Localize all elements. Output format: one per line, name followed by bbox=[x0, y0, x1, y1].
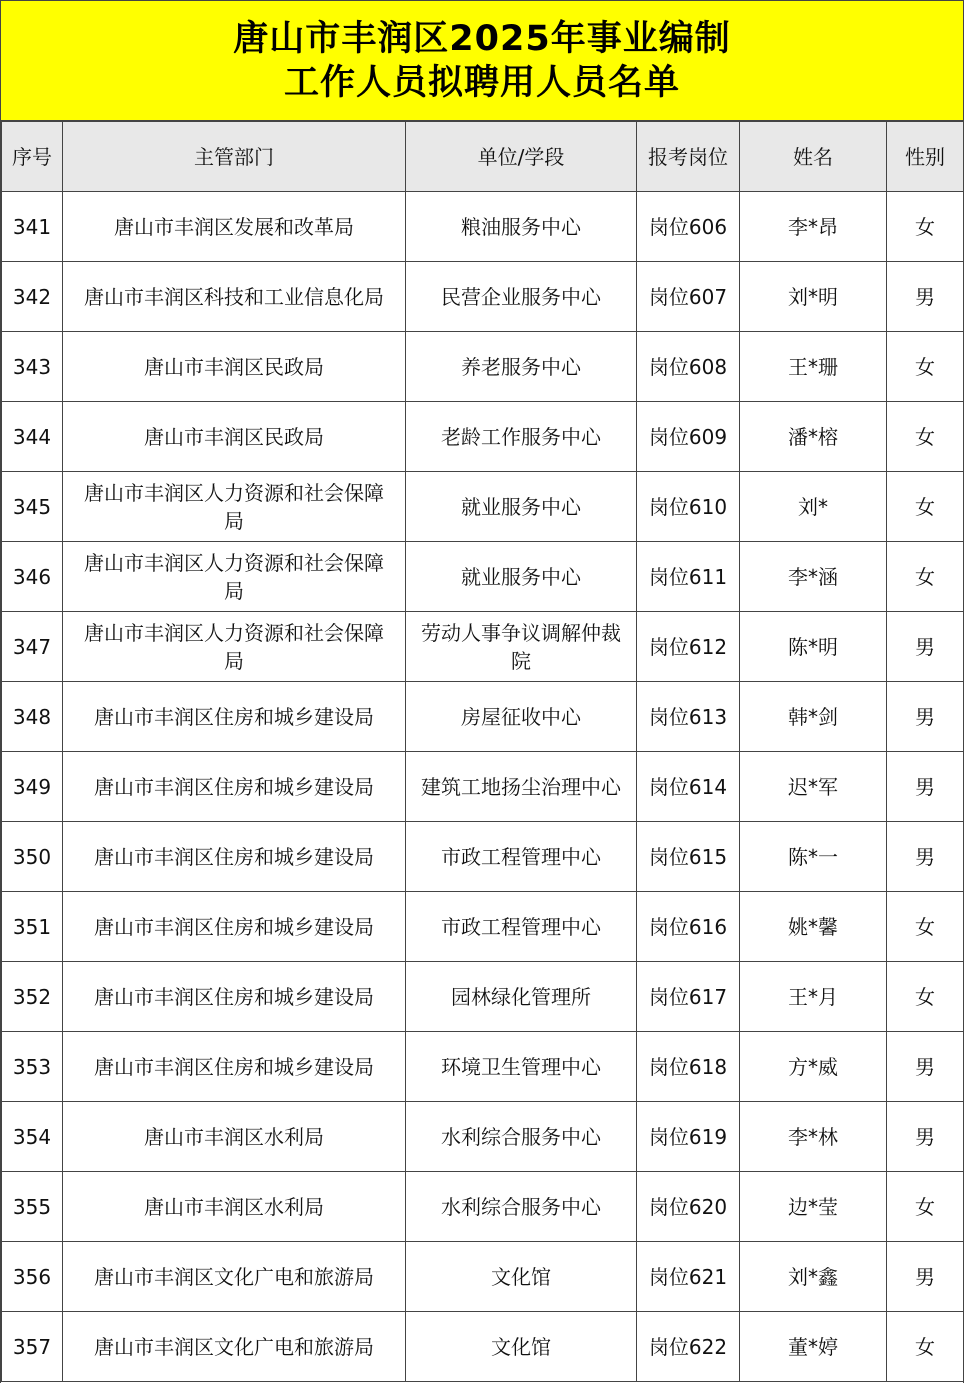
cell-name: 董*婷 bbox=[740, 1312, 887, 1382]
cell-name: 李*昂 bbox=[740, 192, 887, 262]
header-seq: 序号 bbox=[2, 122, 63, 192]
cell-name: 李*涵 bbox=[740, 542, 887, 612]
table-header bbox=[2, 122, 964, 192]
cell-position: 岗位610 bbox=[637, 472, 740, 542]
cell-position: 岗位617 bbox=[637, 962, 740, 1032]
cell-name: 刘* bbox=[740, 472, 887, 542]
table-body bbox=[2, 192, 964, 1382]
table-row bbox=[2, 822, 964, 892]
cell-gender: 男 bbox=[887, 682, 964, 752]
cell-position: 岗位622 bbox=[637, 1312, 740, 1382]
table-row bbox=[2, 402, 964, 472]
cell-gender: 男 bbox=[887, 822, 964, 892]
table-row bbox=[2, 192, 964, 262]
cell-unit: 水利综合服务中心 bbox=[406, 1172, 637, 1242]
cell-name: 韩*剑 bbox=[740, 682, 887, 752]
cell-unit: 就业服务中心 bbox=[406, 542, 637, 612]
cell-department: 唐山市丰润区住房和城乡建设局 bbox=[63, 892, 406, 962]
cell-gender: 男 bbox=[887, 1242, 964, 1312]
cell-unit: 市政工程管理中心 bbox=[406, 892, 637, 962]
cell-gender: 女 bbox=[887, 402, 964, 472]
cell-department: 唐山市丰润区人力资源和社会保障局 bbox=[63, 472, 406, 542]
cell-department: 唐山市丰润区人力资源和社会保障局 bbox=[63, 612, 406, 682]
table-row bbox=[2, 542, 964, 612]
cell-gender: 男 bbox=[887, 752, 964, 822]
cell-position: 岗位618 bbox=[637, 1032, 740, 1102]
cell-seq: 348 bbox=[2, 682, 63, 752]
table-row bbox=[2, 682, 964, 752]
cell-gender: 女 bbox=[887, 1172, 964, 1242]
cell-unit: 房屋征收中心 bbox=[406, 682, 637, 752]
cell-seq: 351 bbox=[2, 892, 63, 962]
cell-seq: 354 bbox=[2, 1102, 63, 1172]
cell-unit: 园林绿化管理所 bbox=[406, 962, 637, 1032]
cell-position: 岗位621 bbox=[637, 1242, 740, 1312]
cell-name: 姚*馨 bbox=[740, 892, 887, 962]
cell-gender: 女 bbox=[887, 542, 964, 612]
cell-unit: 文化馆 bbox=[406, 1242, 637, 1312]
table-row bbox=[2, 962, 964, 1032]
cell-gender: 女 bbox=[887, 332, 964, 402]
cell-seq: 352 bbox=[2, 962, 63, 1032]
cell-name: 王*珊 bbox=[740, 332, 887, 402]
document-title-line-1: 唐山市丰润区2025年事业编制 bbox=[233, 18, 731, 59]
table-header-row bbox=[2, 122, 964, 192]
cell-department: 唐山市丰润区科技和工业信息化局 bbox=[63, 262, 406, 332]
cell-unit: 劳动人事争议调解仲裁院 bbox=[406, 612, 637, 682]
cell-department: 唐山市丰润区文化广电和旅游局 bbox=[63, 1312, 406, 1382]
cell-department: 唐山市丰润区住房和城乡建设局 bbox=[63, 752, 406, 822]
cell-department: 唐山市丰润区住房和城乡建设局 bbox=[63, 962, 406, 1032]
cell-unit: 建筑工地扬尘治理中心 bbox=[406, 752, 637, 822]
cell-unit: 老龄工作服务中心 bbox=[406, 402, 637, 472]
cell-gender: 女 bbox=[887, 1312, 964, 1382]
table-row bbox=[2, 1242, 964, 1312]
cell-name: 刘*鑫 bbox=[740, 1242, 887, 1312]
cell-name: 陈*一 bbox=[740, 822, 887, 892]
cell-position: 岗位614 bbox=[637, 752, 740, 822]
cell-position: 岗位613 bbox=[637, 682, 740, 752]
cell-department: 唐山市丰润区住房和城乡建设局 bbox=[63, 682, 406, 752]
cell-gender: 男 bbox=[887, 612, 964, 682]
cell-gender: 男 bbox=[887, 1102, 964, 1172]
table-row bbox=[2, 472, 964, 542]
cell-gender: 女 bbox=[887, 192, 964, 262]
header-unit: 单位/学段 bbox=[406, 122, 637, 192]
cell-name: 刘*明 bbox=[740, 262, 887, 332]
table-row bbox=[2, 1102, 964, 1172]
cell-seq: 357 bbox=[2, 1312, 63, 1382]
cell-gender: 女 bbox=[887, 472, 964, 542]
cell-seq: 342 bbox=[2, 262, 63, 332]
cell-name: 迟*军 bbox=[740, 752, 887, 822]
document-title-line-2: 工作人员拟聘用人员名单 bbox=[283, 62, 680, 103]
cell-name: 潘*榕 bbox=[740, 402, 887, 472]
cell-name: 王*月 bbox=[740, 962, 887, 1032]
cell-name: 陈*明 bbox=[740, 612, 887, 682]
cell-unit: 养老服务中心 bbox=[406, 332, 637, 402]
table-row bbox=[2, 612, 964, 682]
cell-department: 唐山市丰润区发展和改革局 bbox=[63, 192, 406, 262]
cell-unit: 文化馆 bbox=[406, 1312, 637, 1382]
table-row bbox=[2, 1032, 964, 1102]
cell-unit: 环境卫生管理中心 bbox=[406, 1032, 637, 1102]
cell-position: 岗位611 bbox=[637, 542, 740, 612]
cell-seq: 346 bbox=[2, 542, 63, 612]
title-banner bbox=[1, 0, 963, 121]
table-row bbox=[2, 892, 964, 962]
cell-department: 唐山市丰润区水利局 bbox=[63, 1102, 406, 1172]
cell-department: 唐山市丰润区人力资源和社会保障局 bbox=[63, 542, 406, 612]
cell-position: 岗位612 bbox=[637, 612, 740, 682]
table-row bbox=[2, 1312, 964, 1382]
cell-position: 岗位609 bbox=[637, 402, 740, 472]
cell-department: 唐山市丰润区民政局 bbox=[63, 332, 406, 402]
cell-department: 唐山市丰润区文化广电和旅游局 bbox=[63, 1242, 406, 1312]
cell-seq: 356 bbox=[2, 1242, 63, 1312]
header-name: 姓名 bbox=[740, 122, 887, 192]
hiring-list-table bbox=[1, 121, 964, 1382]
header-position: 报考岗位 bbox=[637, 122, 740, 192]
table-row bbox=[2, 332, 964, 402]
cell-unit: 水利综合服务中心 bbox=[406, 1102, 637, 1172]
cell-seq: 349 bbox=[2, 752, 63, 822]
cell-unit: 市政工程管理中心 bbox=[406, 822, 637, 892]
cell-position: 岗位608 bbox=[637, 332, 740, 402]
cell-position: 岗位620 bbox=[637, 1172, 740, 1242]
cell-unit: 粮油服务中心 bbox=[406, 192, 637, 262]
cell-seq: 347 bbox=[2, 612, 63, 682]
cell-gender: 男 bbox=[887, 1032, 964, 1102]
cell-seq: 350 bbox=[2, 822, 63, 892]
cell-department: 唐山市丰润区民政局 bbox=[63, 402, 406, 472]
cell-department: 唐山市丰润区水利局 bbox=[63, 1172, 406, 1242]
cell-seq: 344 bbox=[2, 402, 63, 472]
table-row bbox=[2, 262, 964, 332]
cell-seq: 353 bbox=[2, 1032, 63, 1102]
table-row bbox=[2, 752, 964, 822]
cell-seq: 341 bbox=[2, 192, 63, 262]
table-row bbox=[2, 1172, 964, 1242]
cell-position: 岗位616 bbox=[637, 892, 740, 962]
cell-position: 岗位607 bbox=[637, 262, 740, 332]
cell-gender: 女 bbox=[887, 892, 964, 962]
cell-position: 岗位619 bbox=[637, 1102, 740, 1172]
cell-name: 方*威 bbox=[740, 1032, 887, 1102]
cell-seq: 343 bbox=[2, 332, 63, 402]
cell-unit: 就业服务中心 bbox=[406, 472, 637, 542]
cell-seq: 355 bbox=[2, 1172, 63, 1242]
cell-department: 唐山市丰润区住房和城乡建设局 bbox=[63, 1032, 406, 1102]
header-department: 主管部门 bbox=[63, 122, 406, 192]
cell-department: 唐山市丰润区住房和城乡建设局 bbox=[63, 822, 406, 892]
cell-seq: 345 bbox=[2, 472, 63, 542]
cell-position: 岗位615 bbox=[637, 822, 740, 892]
cell-gender: 男 bbox=[887, 262, 964, 332]
cell-name: 李*林 bbox=[740, 1102, 887, 1172]
header-gender: 性别 bbox=[887, 122, 964, 192]
cell-name: 边*莹 bbox=[740, 1172, 887, 1242]
cell-gender: 女 bbox=[887, 962, 964, 1032]
cell-position: 岗位606 bbox=[637, 192, 740, 262]
cell-unit: 民营企业服务中心 bbox=[406, 262, 637, 332]
